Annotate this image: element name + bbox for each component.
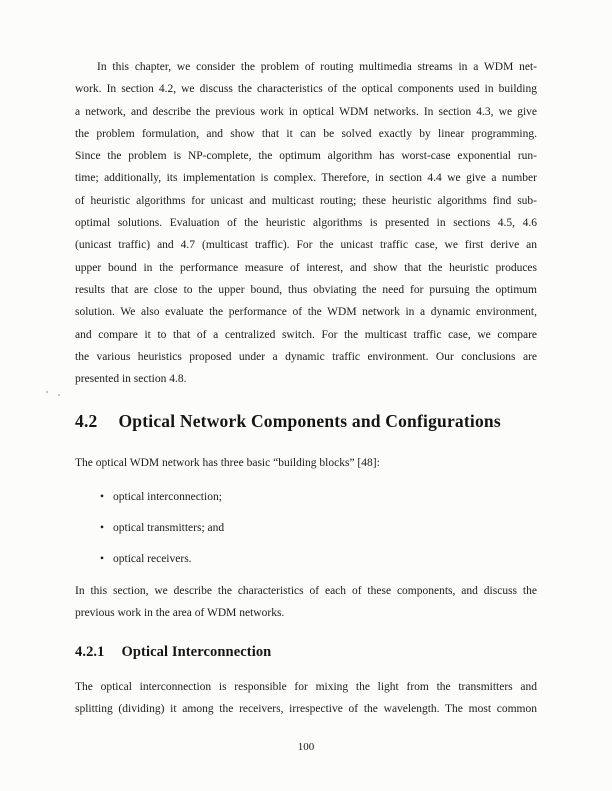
- subsection-title: Optical Interconnection: [121, 644, 272, 660]
- text-line: solution. We also evaluate the performance of the WDM network in a dynamic environment,: [75, 306, 537, 319]
- text-line: In this section, we describe the characteristics of each of these components, and discuss the: [75, 585, 537, 597]
- text-line: work. In section 4.2, we discuss the characteristics of the optical components used in building: [75, 83, 537, 96]
- text-line: optimal solutions. Evaluation of the heuristic algorithms is presented in sections 4.5, 4.6: [75, 217, 537, 230]
- text-line: and compare it to that of a centralized switch. For the multicast traffic case, we compare: [75, 328, 537, 341]
- scan-speck: [46, 391, 48, 393]
- text-line: previous work in the area of WDM networks.: [75, 607, 285, 620]
- page-number: 100: [297, 741, 315, 753]
- text-line: The optical interconnection is responsible for mixing the light from the transmitters and: [75, 681, 537, 693]
- section-heading: [75, 411, 545, 432]
- subsection-heading: [75, 644, 545, 661]
- section-closing-paragraph: [75, 580, 537, 625]
- list-item: • optical receivers.: [100, 548, 520, 570]
- text-line: results that are close to the upper bound, thus obviating the need for pursuing the optimum: [75, 283, 537, 296]
- bullet-list: [100, 486, 520, 579]
- subsection-number: 4.2.1: [75, 644, 105, 660]
- text-line: the problem formulation, and show that it can be solved exactly by linear programming.: [75, 127, 537, 140]
- text-line: of heuristic algorithms for unicast and multicast routing; these heuristic algorithms find sub-: [75, 194, 537, 207]
- text-line: time; additionally, its implementation is complex. Therefore, in section 4.4 we give a number: [75, 172, 537, 185]
- text-line: the various heuristics proposed under a dynamic traffic environment. Our conclusions are: [75, 350, 537, 363]
- text-line: (unicast traffic) and 4.7 (multicast traffic). For the unicast traffic case, we first derive an: [75, 239, 537, 252]
- text-line: Since the problem is NP-complete, the optimum algorithm has worst-case exponential run-: [75, 150, 537, 163]
- text-line: In this chapter, we consider the problem of routing multimedia streams in a WDM net-: [97, 61, 537, 73]
- section-number: 4.2: [75, 411, 98, 431]
- list-item: • optical transmitters; and: [100, 517, 520, 539]
- subsection-body-paragraph: [75, 676, 537, 721]
- text-line: a network, and describe the previous work in optical WDM networks. In section 4.3, we give: [75, 105, 537, 118]
- section-lead-line: The optical WDM network has three basic “building blocks” [48]:: [75, 457, 380, 469]
- chapter-intro-paragraph: [75, 56, 537, 390]
- text-line: upper bound in the performance measure of interest, and show that the heuristic produces: [75, 261, 537, 274]
- section-title: Optical Network Components and Configurations: [118, 411, 501, 431]
- text-line: splitting (dividing) it among the receivers, irrespective of the wavelength. The most common: [75, 703, 537, 716]
- list-item: • optical interconnection;: [100, 486, 520, 508]
- text-line: presented in section 4.8.: [75, 373, 187, 386]
- scan-speck: [58, 394, 60, 396]
